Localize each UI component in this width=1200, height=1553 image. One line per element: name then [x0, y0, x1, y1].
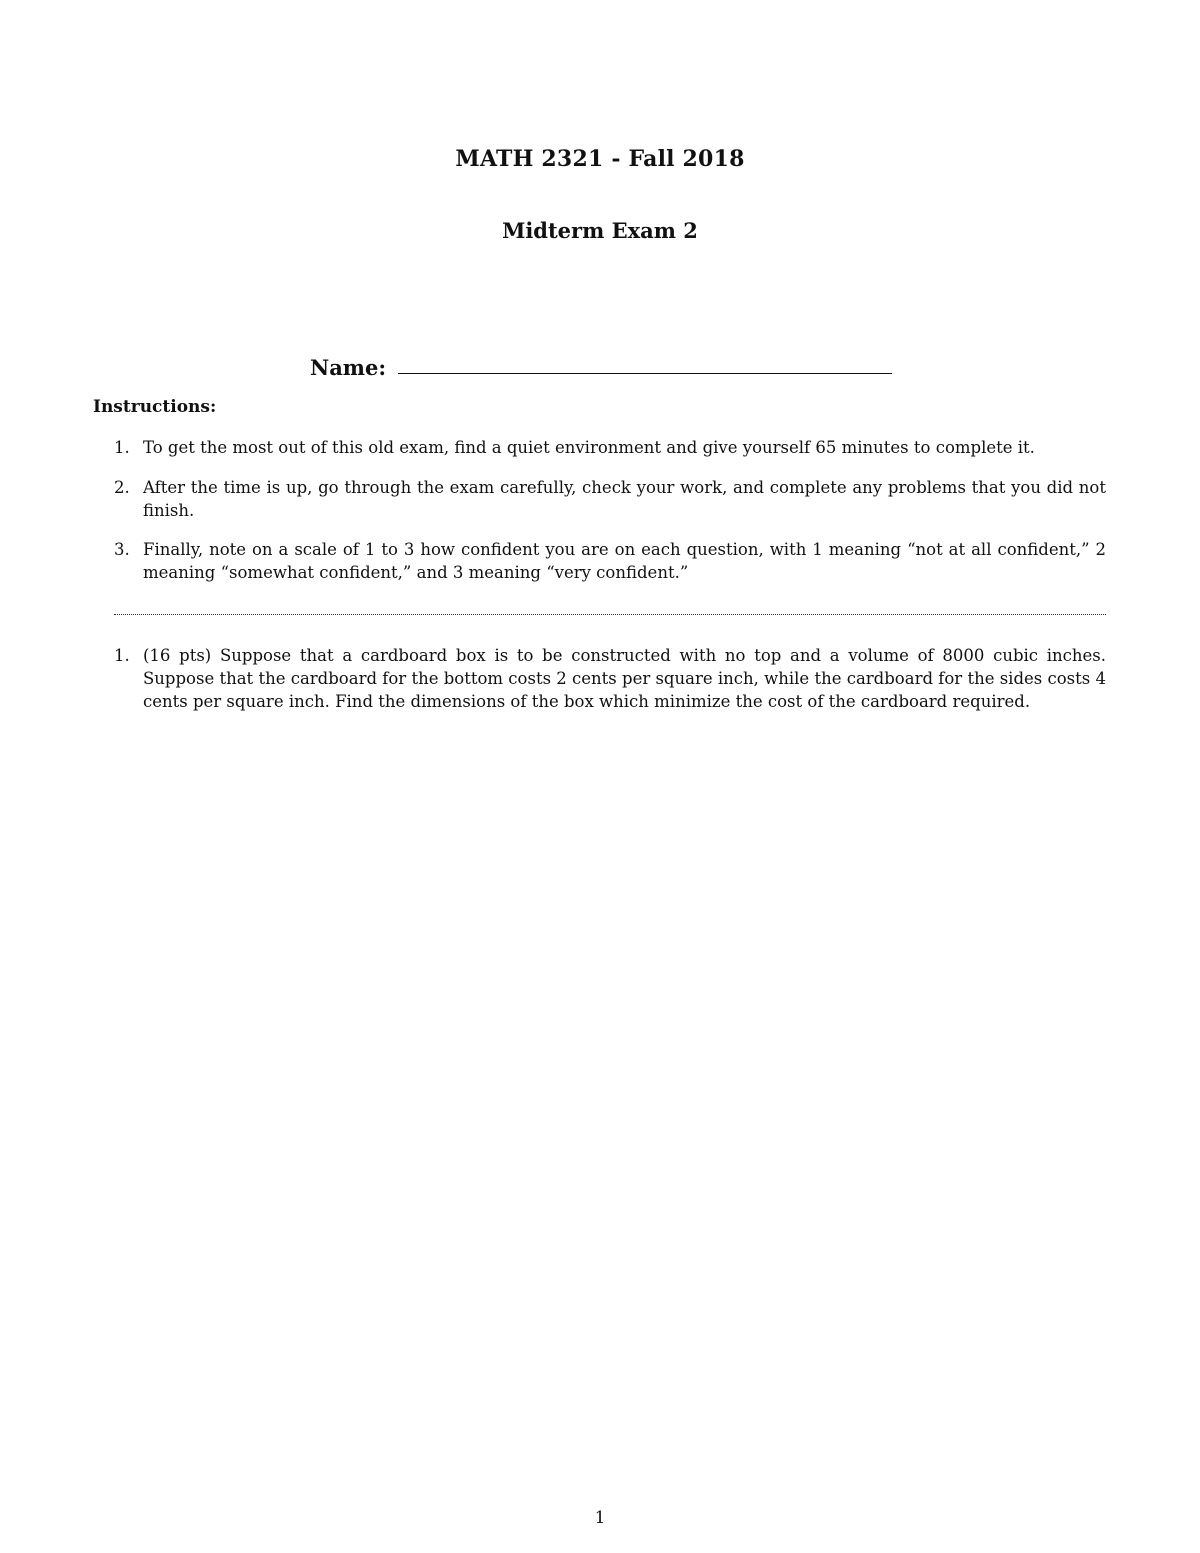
problem-item — [114, 644, 1106, 713]
name-blank-line — [398, 372, 892, 374]
instruction-number: 2. — [114, 478, 130, 497]
dotted-divider — [114, 614, 1106, 615]
exam-title: MATH 2321 - Fall 2018 — [455, 146, 745, 172]
problem-text: (16 pts) Suppose that a cardboard box is to be constructed with no top and a volume of 8000 cubic inches. Suppose that the cardboard for the bottom costs 2 cents per square inch, while the cardboard for the sides costs 4 cents per square inch. Find the dimensions of the box which minimize the cost of the cardboard required. — [143, 646, 1106, 711]
instruction-number: 1. — [114, 438, 130, 457]
instruction-number: 3. — [114, 540, 130, 559]
name-label: Name: — [310, 355, 387, 380]
instruction-item — [114, 538, 1106, 584]
instruction-text: Finally, note on a scale of 1 to 3 how confident you are on each question, with 1 meaning “not at all confident,” 2 meaning “somewhat confident,” and 3 meaning “very confident.” — [143, 540, 1106, 582]
name-field — [310, 350, 892, 380]
instruction-item — [114, 476, 1106, 522]
instruction-text: To get the most out of this old exam, find a quiet environment and give yourself 65 minutes to complete it. — [143, 438, 1035, 457]
exam-subtitle: Midterm Exam 2 — [502, 218, 698, 243]
problem-number: 1. — [114, 646, 130, 665]
instructions-heading: Instructions: — [93, 397, 217, 417]
page-number: 1 — [594, 1508, 606, 1528]
instruction-item — [114, 436, 1106, 459]
instruction-text: After the time is up, go through the exam carefully, check your work, and complete any problems that you did not finish. — [143, 478, 1106, 520]
